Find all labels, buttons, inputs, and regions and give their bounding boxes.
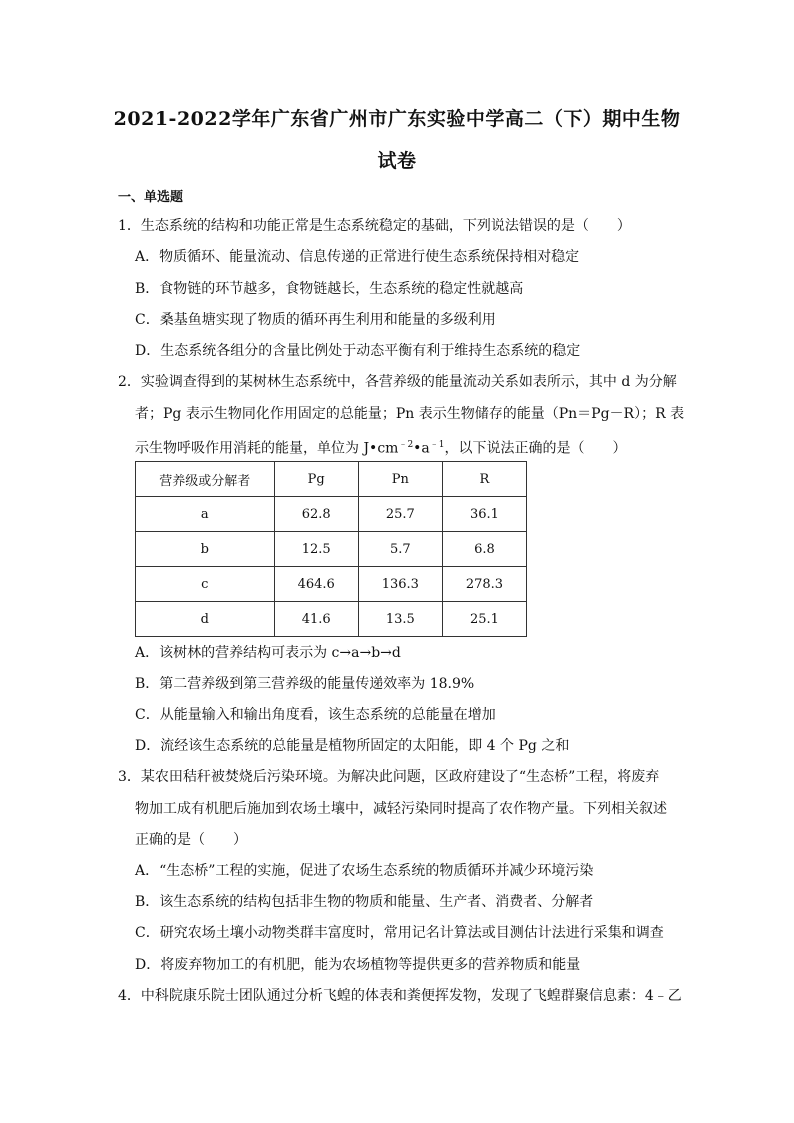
- question-2-stem-text: •a: [413, 440, 430, 457]
- question-1-option-a: A．物质循环、能量流动、信息传递的正常进行使生态系统保持相对稳定: [135, 249, 580, 265]
- table-cell: 13.5: [358, 602, 442, 637]
- question-3-option-d: D．将废弃物加工的有机肥，能为农场植物等提供更多的营养物质和能量: [135, 957, 581, 973]
- section-heading: 一、单选题: [118, 190, 184, 205]
- table-row: [136, 532, 527, 567]
- question-4-stem-line-1: 4．中科院康乐院士团队通过分析飞蝗的体表和粪便挥发物，发现了飞蝗群聚信息素：4﹣乙: [118, 988, 682, 1004]
- table-cell: b: [136, 532, 275, 567]
- table-cell: 278.3: [442, 567, 526, 602]
- table-cell: 25.1: [442, 602, 526, 637]
- table-cell: 12.5: [274, 532, 358, 567]
- table-cell: 6.8: [442, 532, 526, 567]
- table-header-row: [136, 462, 527, 497]
- question-2-stem-text: 示生物呼吸作用消耗的能量，单位为 J•cm: [135, 440, 399, 457]
- question-1-option-d: D．生态系统各组分的含量比例处于动态平衡有利于维持生态系统的稳定: [135, 343, 581, 359]
- question-2-option-c: C．从能量输入和输出角度看，该生态系统的总能量在增加: [135, 707, 496, 723]
- energy-flow-table: [135, 461, 527, 637]
- unit-exponent: ﹣2: [398, 440, 414, 450]
- question-1-option-b: B．食物链的环节越多，食物链越长，生态系统的稳定性就越高: [135, 281, 524, 297]
- question-3-option-b: B．该生态系统的结构包括非生物的物质和能量、生产者、消费者、分解者: [135, 894, 594, 910]
- question-2-stem-text: ，以下说法正确的是（ ）: [444, 440, 627, 457]
- question-2-option-a: A．该树林的营养结构可表示为 c→a→b→d: [135, 645, 401, 661]
- table-cell: 25.7: [358, 497, 442, 532]
- table-row: [136, 497, 527, 532]
- exam-title-continued: 试卷: [377, 150, 417, 172]
- table-row: [136, 602, 527, 637]
- question-2-stem-line-3: [135, 435, 627, 459]
- exam-title: 2021-2022学年广东省广州市广东实验中学高二（下）期中生物: [113, 108, 681, 130]
- question-3-stem-line-1: 3．某农田秸秆被焚烧后污染环境。为解决此问题，区政府建设了“生态桥”工程，将废弃: [118, 769, 660, 785]
- table-cell: 5.7: [358, 532, 442, 567]
- question-3-option-a: A．“生态桥”工程的实施，促进了农场生态系统的物质循环并减少环境污染: [135, 863, 594, 879]
- question-3-option-c: C．研究农场土壤小动物类群丰富度时，常用记名计算法或目测估计法进行采集和调查: [135, 925, 664, 941]
- question-2-stem-line-2: 者；Pg 表示生物同化作用固定的总能量；Pn 表示生物储存的能量（Pn＝Pg－R）；R 表: [135, 406, 685, 422]
- table-header-cell: 营养级或分解者: [136, 462, 275, 497]
- question-2-option-d: D．流经该生态系统的总能量是植物所固定的太阳能，即 4 个 Pg 之和: [135, 738, 570, 754]
- question-1-stem: 1．生态系统的结构和功能正常是生态系统稳定的基础，下列说法错误的是（ ）: [118, 218, 631, 234]
- table-row: [136, 567, 527, 602]
- unit-exponent: ﹣1: [429, 440, 445, 450]
- table-cell: 136.3: [358, 567, 442, 602]
- question-2-stem-line-1: 2．实验调查得到的某树林生态系统中，各营养级的能量流动关系如表所示，其中 d 为分解: [118, 374, 677, 390]
- table-cell: 41.6: [274, 602, 358, 637]
- table-header-cell: Pg: [274, 462, 358, 497]
- question-3-stem-line-3: 正确的是（ ）: [135, 832, 247, 848]
- table-cell: 464.6: [274, 567, 358, 602]
- table-cell: a: [136, 497, 275, 532]
- question-3-stem-line-2: 物加工成有机肥后施加到农场土壤中，减轻污染同时提高了农作物产量。下列相关叙述: [135, 801, 667, 817]
- table-header-cell: Pn: [358, 462, 442, 497]
- question-1-option-c: C．桑基鱼塘实现了物质的循环再生利用和能量的多级利用: [135, 312, 496, 328]
- question-2-option-b: B．第二营养级到第三营养级的能量传递效率为 18.9%: [135, 676, 475, 692]
- table-cell: d: [136, 602, 275, 637]
- table-cell: 62.8: [274, 497, 358, 532]
- table-header-cell: R: [442, 462, 526, 497]
- table-cell: c: [136, 567, 275, 602]
- table-cell: 36.1: [442, 497, 526, 532]
